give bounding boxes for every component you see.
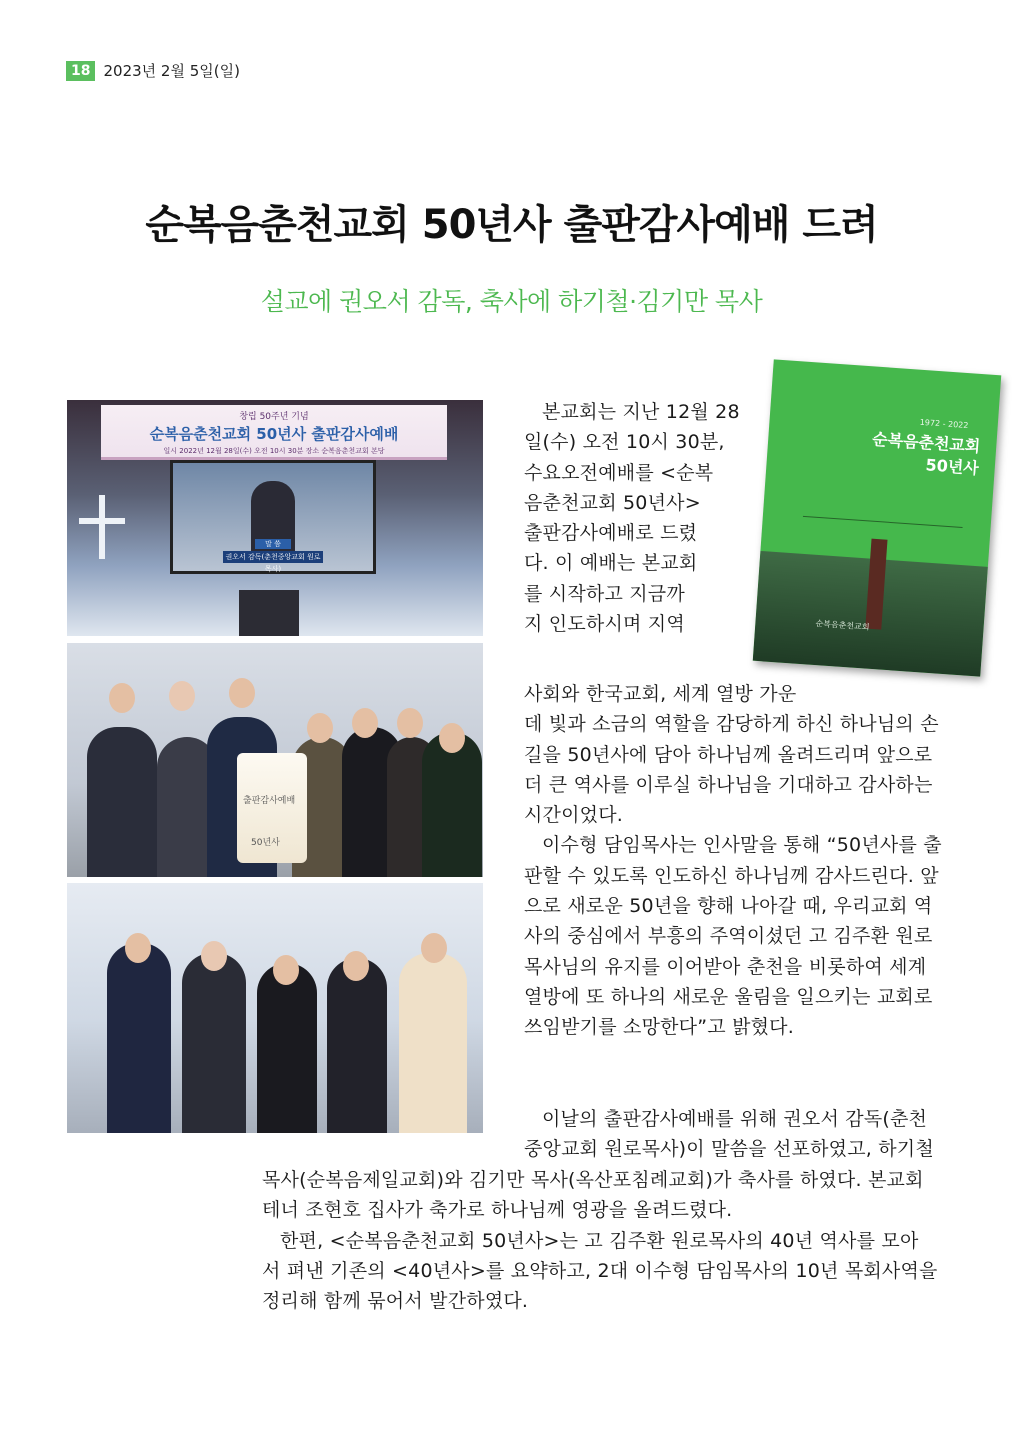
- screen-label: 말 씀: [255, 539, 291, 549]
- speaker-figure: [251, 481, 295, 561]
- cover-handwriting: [803, 502, 964, 528]
- anniversary-cake: [237, 753, 307, 863]
- event-banner: [101, 405, 447, 460]
- photo-group-bouquets: [67, 883, 483, 1133]
- cover-title: 순복음춘천교회 50년사: [871, 429, 981, 478]
- body-column-lower: 이날의 출판감사예배를 위해 권오서 감독(춘천 중앙교회 원로목사)이 말씀을 선포하였고, 하기철: [524, 1108, 934, 1161]
- pulpit: [239, 590, 299, 636]
- cover-publisher: 순복음춘천교회: [815, 618, 870, 632]
- banner-line2: 순복음춘천교회 50년사 출판감사예배: [149, 425, 399, 443]
- projection-screen: [170, 460, 376, 574]
- page-header: [66, 60, 240, 81]
- issue-date: 2023년 2월 5일(일): [103, 62, 240, 80]
- body-full-width: 목사(순복음제일교회)와 김기만 목사(옥산포침례교회)가 축사를 하였다. 본교회 테너 조현호 집사가 축가로 하나님께 영광을 올려드렸다. 한편, <순복음춘천교회 50년사>는 고 김주환 원로목사의 40년 역사를 모아 서 펴낸 기존의 <40년사>를 요약하고, 2대 이수형 담임목사의 10년 목회사역을 정리해 함께 묶어서 발간하였다.: [262, 1169, 938, 1313]
- page-number: 18: [66, 61, 95, 81]
- article-subtitle: 설교에 권오서 감독, 축사에 하기철·김기만 목사: [260, 287, 763, 316]
- body-column-main: 사회와 한국교회, 세계 열방 가운 데 빛과 소금의 역할을 감당하게 하신 하나님의 손 길을 50년사에 담아 하나님께 올려드리며 앞으로 더 큰 역사를 이루실 하나님을 기대하고 감사하는 시간이었다. 이수형 담임목사는 인사말을 통해 “50년사를 출 판할 수 있도록 인도하신 하나님께 감사드린다. 앞 으로 새로운 50년을 향해 나아갈 때, 우리교회 역 사의 중심에서 부흥의 주역이셨던 고 김주환 원로 목사님의 유지를 이어받아 춘천을 비롯하여 세계 열방에 또 하나의 새로운 울림을 일으키는 교회로 쓰임받기를 소망한다”고 밝혔다.: [524, 683, 942, 1039]
- body-column-top: 본교회는 지난 12월 28 일(수) 오전 10시 30분, 수요오전예배를 <순복 음춘천교회 50년사> 출판감사예배로 드렸 다. 이 예배는 본교회 를 시작하고 지금까 지 인도하시며 지역: [524, 401, 740, 636]
- photo-cake-cutting: [67, 643, 483, 877]
- cross-icon: [99, 495, 105, 559]
- book-cover-image: [753, 359, 1002, 676]
- banner-line3: 일시 2022년 12월 28일(수) 오전 10시 30분 장소 순복음춘천교회 본당: [163, 447, 385, 455]
- cover-years: 1972 - 2022: [919, 417, 969, 431]
- cake-text2: 50년사: [251, 838, 280, 848]
- banner-line1: 창립 50주년 기념: [239, 412, 309, 422]
- photo-worship-service: [67, 400, 483, 636]
- screen-caption: 권오서 감독(춘천중앙교회 원로목사): [223, 551, 323, 563]
- cake-text1: 출판감사예배: [243, 796, 296, 806]
- article-title: 순복음춘천교회 50년사 출판감사예배 드려: [145, 202, 878, 248]
